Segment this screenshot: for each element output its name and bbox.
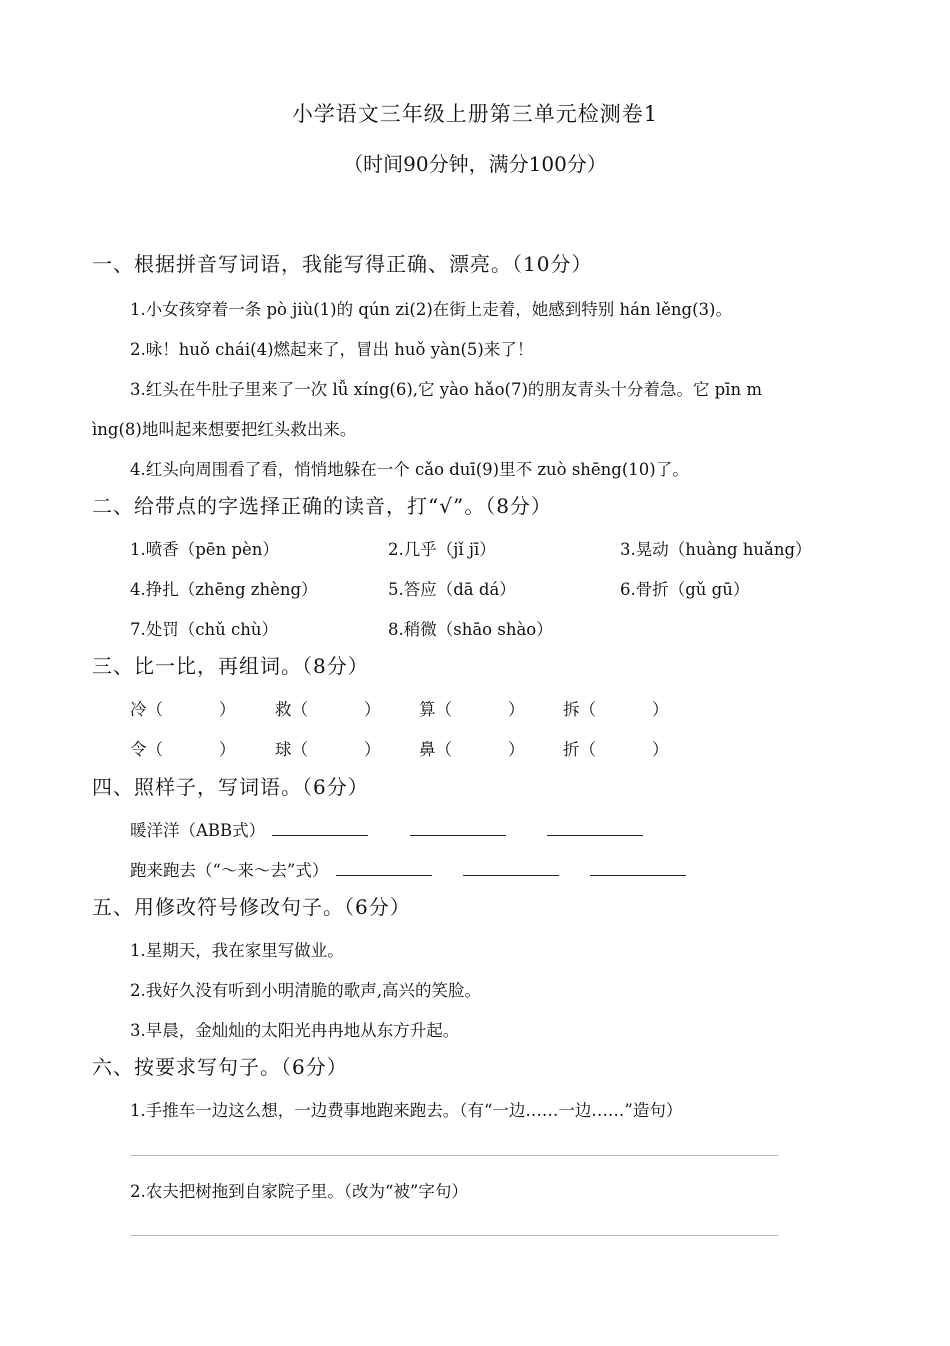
s3-compare-cell[interactable] xyxy=(275,736,381,760)
s3-paren-close: ） xyxy=(652,700,669,719)
s3-compare-cell[interactable] xyxy=(130,736,236,760)
s3-compare-cell[interactable] xyxy=(275,696,381,720)
s3-compare-cell[interactable] xyxy=(563,736,669,760)
s3-paren-close: ） xyxy=(219,740,236,759)
s5-question-2: 2.我好久没有听到小明清脆的歌声,高兴的笑脸。 xyxy=(130,981,481,1000)
s3-paren-close: ） xyxy=(364,740,381,759)
page-title: 小学语文三年级上册第三单元检测卷1 xyxy=(291,102,659,126)
s4-q1-prompt: 暖洋洋（ABB式） xyxy=(130,821,266,840)
s3-char: 拆（ xyxy=(563,700,596,719)
s5-question-1: 1.星期天，我在家里写做业。 xyxy=(130,941,344,960)
s4-q2-prompt: 跑来跑去（“～来～去”式） xyxy=(130,861,329,880)
s2-item: 8.稍微（shāo shào） xyxy=(388,620,553,639)
s1-question-3-line-2: ìng(8)地叫起来想要把红头救出来。 xyxy=(92,420,357,439)
s1-question-3-line-1: 3.红头在牛肚子里来了一次 lǚ xíng(6),它 yào hǎo(7)的朋友青头十分着急。它 pīn m xyxy=(130,380,762,399)
s3-paren-close: ） xyxy=(364,700,381,719)
answer-blank[interactable] xyxy=(547,819,643,836)
s3-paren-close: ） xyxy=(508,700,525,719)
section-2-heading: 二、给带点的字选择正确的读音，打“√”。（8分） xyxy=(92,494,552,518)
s6-question-1: 1.手推车一边这么想，一边费事地跑来跑去。（有“一边……一边……”造句） xyxy=(130,1101,683,1120)
s3-compare-cell[interactable] xyxy=(419,696,525,720)
s4-question-1 xyxy=(130,817,643,841)
s3-char: 冷（ xyxy=(130,700,163,719)
s1-question-4: 4.红头向周围看了看，悄悄地躲在一个 cǎo duī(9)里不 zuò shēng(10)了。 xyxy=(130,460,689,479)
s1-question-2: 2.咏！huǒ chái(4)燃起来了，冒出 huǒ yàn(5)来了！ xyxy=(130,340,534,359)
s3-char: 令（ xyxy=(130,740,163,759)
answer-blank[interactable] xyxy=(272,819,368,836)
s3-paren-close: ） xyxy=(652,740,669,759)
section-3-heading: 三、比一比，再组词。（8分） xyxy=(92,654,369,678)
s3-char: 救（ xyxy=(275,700,308,719)
exam-time-note: （时间90分钟，满分100分） xyxy=(343,152,607,176)
s5-question-3: 3.早晨，金灿灿的太阳光冉冉地从东方升起。 xyxy=(130,1021,460,1040)
s3-char: 鼻（ xyxy=(419,740,452,759)
s6-question-2: 2.农夫把树拖到自家院子里。（改为“被”字句） xyxy=(130,1182,468,1201)
s2-item: 6.骨折（gǔ gū） xyxy=(620,580,750,599)
section-5-heading: 五、用修改符号修改句子。（6分） xyxy=(92,895,411,919)
s2-item: 1.喷香（pēn pèn） xyxy=(130,540,279,559)
s2-item: 7.处罚（chǔ chù） xyxy=(130,620,278,639)
answer-blank[interactable] xyxy=(336,859,432,876)
s2-item: 4.挣扎（zhēng zhèng） xyxy=(130,580,318,599)
s3-compare-cell[interactable] xyxy=(419,736,525,760)
section-6-heading: 六、按要求写句子。（6分） xyxy=(92,1055,348,1079)
s2-item: 5.答应（dā dá） xyxy=(388,580,516,599)
s3-char: 球（ xyxy=(275,740,308,759)
s4-question-2 xyxy=(130,857,686,881)
answer-line[interactable] xyxy=(130,1155,778,1156)
answer-line[interactable] xyxy=(130,1235,778,1236)
s2-item: 3.晃动（huàng huǎng） xyxy=(620,540,812,559)
s3-paren-close: ） xyxy=(508,740,525,759)
s3-char: 算（ xyxy=(419,700,452,719)
s3-paren-close: ） xyxy=(219,700,236,719)
s3-compare-cell[interactable] xyxy=(563,696,669,720)
answer-blank[interactable] xyxy=(463,859,559,876)
section-1-heading: 一、根据拼音写词语，我能写得正确、漂亮。（10分） xyxy=(92,252,593,276)
s2-item: 2.几乎（jǐ jī） xyxy=(388,540,496,559)
s1-question-1: 1.小女孩穿着一条 pò jiù(1)的 qún zi(2)在街上走着，她感到特别 hán lěng(3)。 xyxy=(130,300,732,319)
answer-blank[interactable] xyxy=(410,819,506,836)
section-4-heading: 四、照样子，写词语。（6分） xyxy=(92,775,369,799)
s3-char: 折（ xyxy=(563,740,596,759)
s3-compare-cell[interactable] xyxy=(130,696,236,720)
answer-blank[interactable] xyxy=(590,859,686,876)
